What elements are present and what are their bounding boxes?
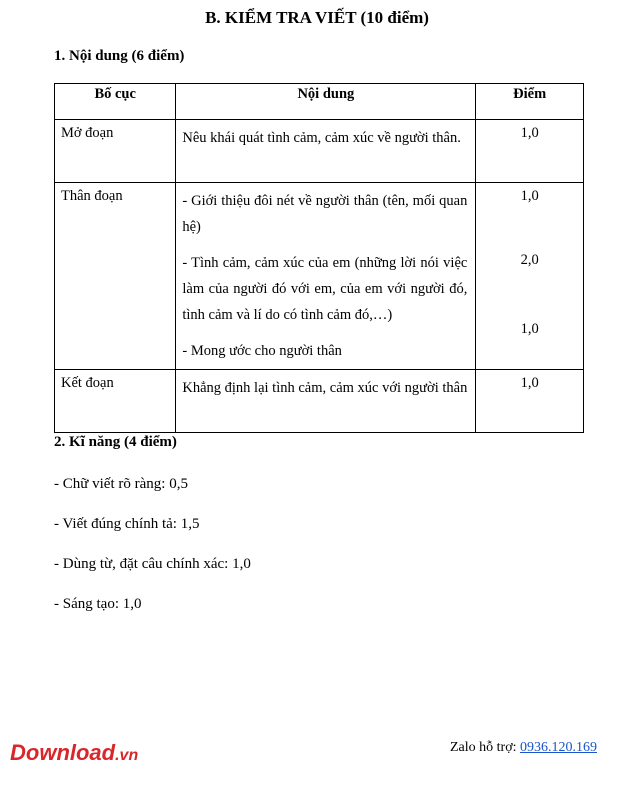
column-header-score: Điểm [476,84,584,120]
section-content-heading: 1. Nội dung (6 điểm) [54,48,185,64]
content-item: - Mong ước cho người thân [182,343,342,359]
column-header-structure: Bố cục [55,84,176,120]
row-part-label: Mở đoạn [55,120,176,183]
table-row [55,183,584,370]
row-score [476,120,584,183]
support-phone-link[interactable]: 0936.120.169 [520,740,597,755]
score-value: 1,0 [520,321,539,337]
row-part-label: Thân đoạn [55,183,176,370]
skill-item: - Chữ viết rõ ràng: 0,5 [54,476,188,492]
row-score [476,370,584,433]
support-label: Zalo hỗ trợ: [450,740,520,755]
content-item: - Tình cảm, cảm xúc của em (những lời nói việc làm của người đó với em, của em với người đó, tình cảm và lí do có tình cảm đó,…) [182,255,468,323]
row-score [476,183,584,370]
row-part-label: Kết đoạn [55,370,176,433]
score-value: 1,0 [520,125,539,141]
skill-item: - Dùng từ, đặt câu chính xác: 1,0 [54,556,251,572]
column-header-content: Nội dung [176,84,476,120]
content-item: - Giới thiệu đôi nét về người thân (tên, mối quan hệ) [182,193,468,235]
row-content [176,370,476,433]
table-row [55,120,584,183]
row-content [176,183,476,370]
skill-item: - Sáng tạo: 1,0 [54,596,142,612]
rubric-table [54,83,584,433]
section-skills-heading: 2. Kĩ năng (4 điểm) [54,434,177,450]
logo-suffix: .vn [115,747,139,764]
page-title: B. KIỂM TRA VIẾT (10 điểm) [205,8,429,27]
skill-item: - Viết đúng chính tả: 1,5 [54,516,200,532]
download-logo[interactable] [10,740,138,766]
content-item: Khẳng định lại tình cảm, cảm xúc với người thân [182,380,468,396]
table-row [55,370,584,433]
row-content [176,120,476,183]
score-value: 2,0 [520,252,539,268]
content-item: Nêu khái quát tình cảm, cảm xúc về người thân. [182,130,461,146]
logo-text: Download [10,740,116,765]
score-value: 1,0 [520,375,539,391]
table-header-row [55,84,584,120]
score-value: 1,0 [520,188,539,204]
support-contact [450,740,597,756]
